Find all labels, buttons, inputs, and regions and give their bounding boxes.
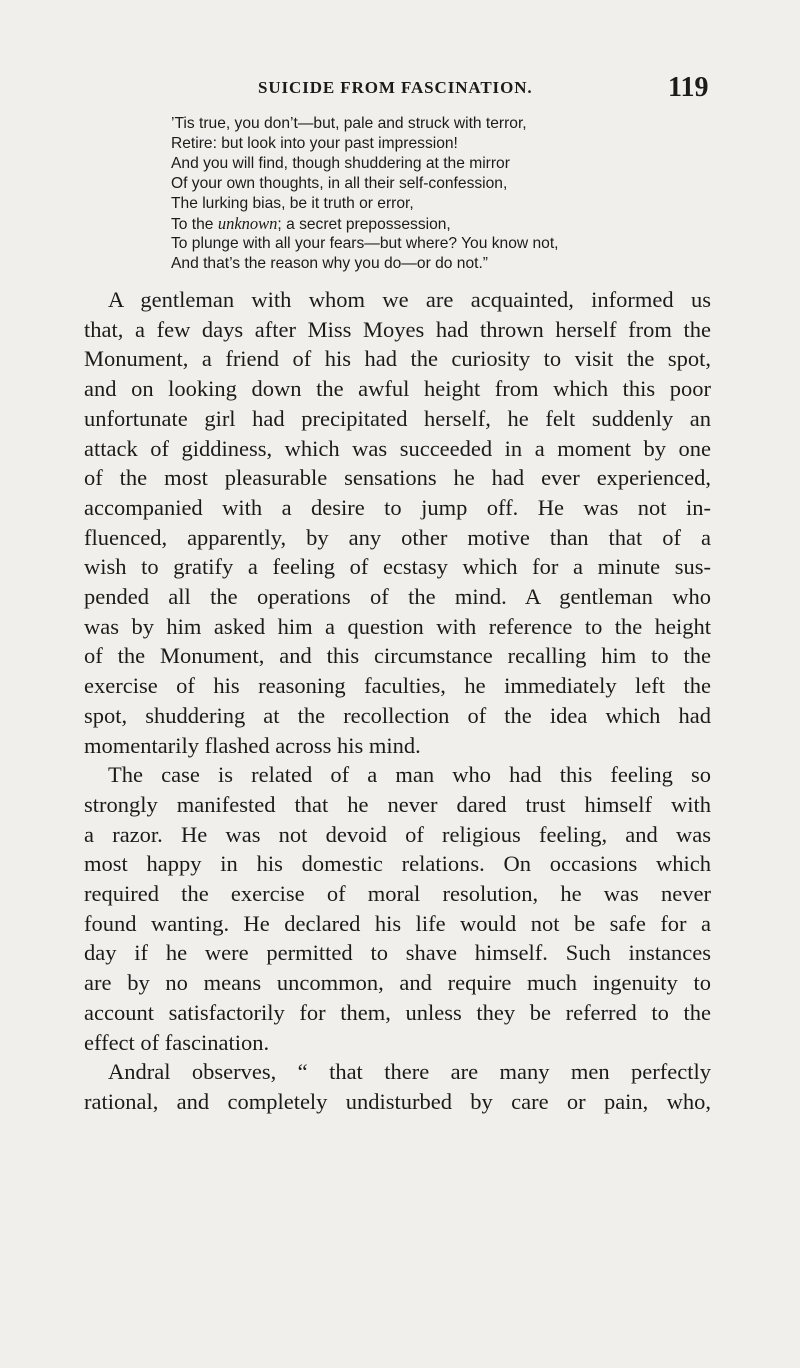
poem-line: To plunge with all your fears—but where? You know not, [171, 235, 559, 253]
text-line: day if he were permitted to shave himself. Such instances [84, 940, 711, 966]
poem-line: The lurking bias, be it truth or error, [171, 194, 414, 212]
poem-line: And that’s the reason why you do—or do not.” [171, 255, 488, 273]
text-line: attack of giddiness, which was succeeded in a moment by one [84, 435, 711, 461]
text-line: effect of fascination. [84, 1029, 270, 1055]
text-line: of the Monument, and this circumstance recalling him to the [84, 643, 711, 669]
text-line: A gentleman with whom we are acquainted, informed us [108, 287, 711, 312]
text-line: rational, and completely undisturbed by care or pain, who, [84, 1088, 711, 1114]
text-line: strongly manifested that he never dared trust himself with [84, 791, 711, 817]
paragraph-1 [84, 285, 711, 760]
text-line: required the exercise of moral resolution, he was never [84, 881, 711, 907]
text-line: Monument, a friend of his had the curiosity to visit the spot, [84, 346, 711, 372]
paragraph-2 [84, 760, 711, 1057]
poem-italic-word: unknown [217, 213, 278, 233]
text-line: and on looking down the awful height from which this poor [84, 376, 711, 402]
text-line: fluenced, apparently, by any other motive than that of a [84, 524, 711, 550]
poem-line: Of your own thoughts, in all their self-confession, [171, 174, 508, 192]
text-line: momentarily flashed across his mind. [84, 732, 421, 758]
page-header [0, 72, 800, 108]
poem-line: ’Tis true, you don’t—but, pale and struck with terror, [171, 115, 527, 132]
text-line: The case is related of a man who had this feeling so [108, 762, 711, 788]
poem-line-start: To the [171, 215, 218, 233]
text-line: are by no means uncommon, and require much ingenuity to [84, 970, 711, 996]
text-line: wish to gratify a feeling of ecstasy which for a minute sus- [84, 554, 711, 580]
page-number: 119 [668, 72, 709, 103]
text-line: account satisfactorily for them, unless they be referred to the [84, 999, 711, 1025]
text-line: exercise of his reasoning faculties, he immediately left the [84, 673, 711, 699]
body-text [84, 285, 711, 1117]
text-line: a razor. He was not devoid of religious feeling, and was [84, 821, 711, 847]
poem-quotation [171, 114, 731, 274]
text-line: unfortunate girl had precipitated herself, he felt suddenly an [84, 405, 711, 431]
text-line: most happy in his domestic relations. On occasions which [84, 851, 711, 877]
text-line: found wanting. He declared his life would not be safe for a [84, 910, 711, 936]
text-line: that, a few days after Miss Moyes had thrown herself from the [84, 316, 711, 342]
poem-line: And you will find, though shuddering at the mirror [171, 154, 510, 172]
poem-line [171, 214, 731, 235]
text-line: pended all the operations of the mind. A gentleman who [84, 584, 711, 610]
poem-line-end: ; a secret prepossession, [277, 215, 451, 233]
paragraph-3 [84, 1057, 711, 1116]
text-line: was by him asked him a question with reference to the height [84, 613, 711, 639]
running-title: SUICIDE FROM FASCINATION. [258, 78, 533, 97]
poem-line: Retire: but look into your past impression! [171, 134, 458, 152]
text-line: of the most pleasurable sensations he had ever experienced, [84, 465, 711, 491]
text-line: Andral observes, “ that there are many men perfectly [108, 1059, 711, 1085]
text-line: accompanied with a desire to jump off. He was not in- [84, 494, 711, 520]
text-line: spot, shuddering at the recollection of the idea which had [84, 702, 711, 728]
